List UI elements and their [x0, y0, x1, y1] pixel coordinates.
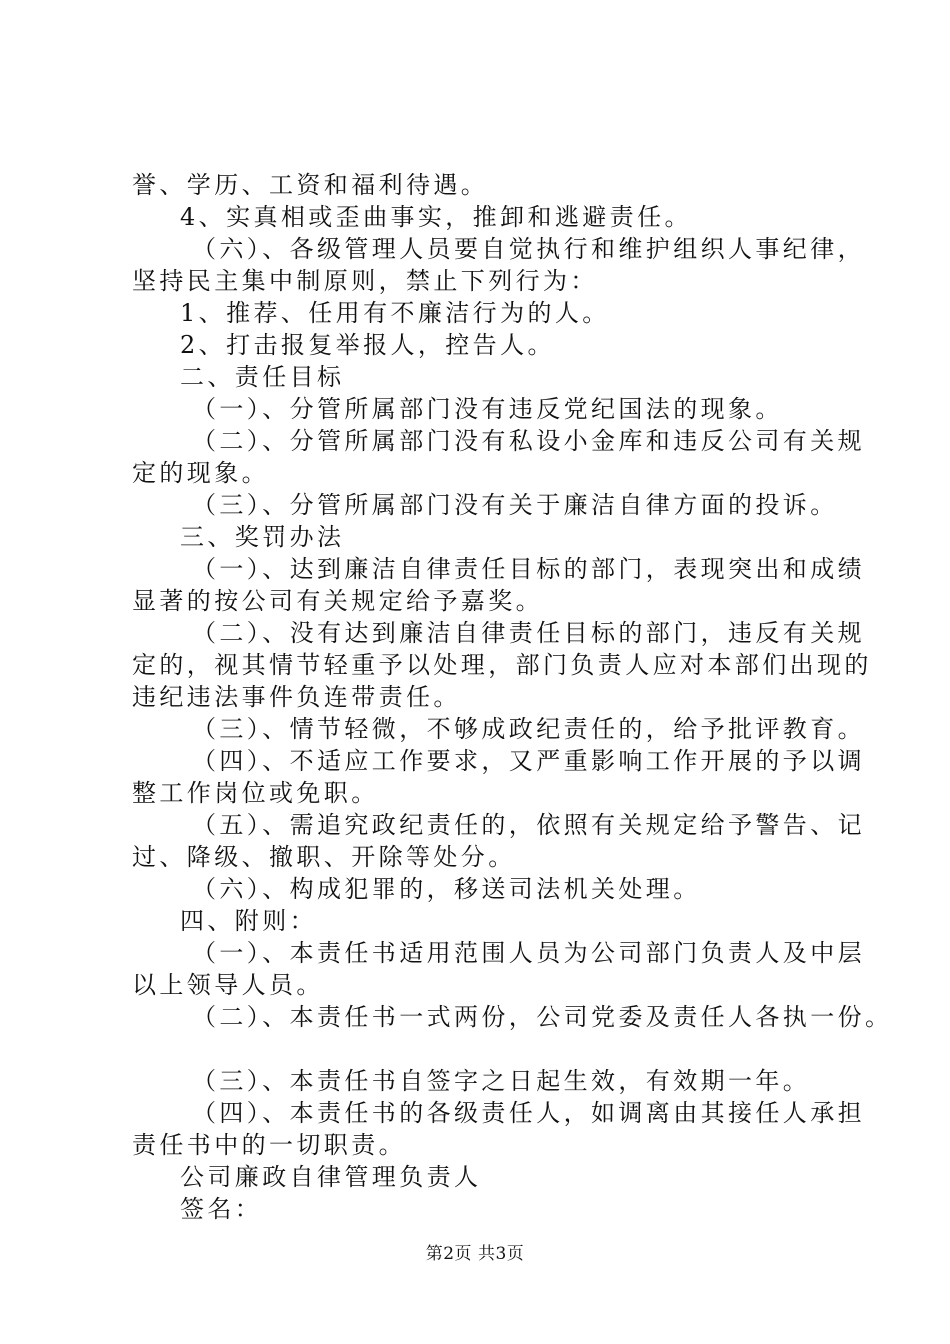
- paragraph-line: （一）、达到廉洁自律责任目标的部门，表现突出和成绩: [192, 555, 865, 583]
- paragraph-line: （二）、本责任书一式两份，公司党委及责任人各执一份。: [192, 1003, 893, 1031]
- paragraph-line: 1、推荐、任用有不廉洁行为的人。: [180, 299, 610, 327]
- blank-line: [132, 1033, 844, 1065]
- paragraph-line: 定的，视其情节轻重予以处理，部门负责人应对本部们出现的: [132, 651, 872, 679]
- paragraph-line: 公司廉政自律管理负责人: [180, 1163, 482, 1191]
- paragraph-line: （六）、各级管理人员要自觉执行和维护组织人事纪律，: [192, 235, 865, 263]
- paragraph-line: （四）、本责任书的各级责任人，如调离由其接任人承担: [192, 1099, 865, 1127]
- page-number-footer: 第2页 共3页: [425, 1244, 525, 1264]
- paragraph-line: 违纪违法事件负连带责任。: [132, 683, 461, 711]
- paragraph-line: 签名：: [180, 1195, 263, 1223]
- paragraph-line: （二）、分管所属部门没有私设小金库和违反公司有关规: [192, 427, 865, 455]
- paragraph-line: 以上领导人员。: [132, 971, 324, 999]
- paragraph-line: 过、降级、撤职、开除等处分。: [132, 843, 516, 871]
- paragraph-line: 坚持民主集中制原则，禁止下列行为：: [132, 267, 598, 295]
- paragraph-line: 整工作岗位或免职。: [132, 779, 379, 807]
- paragraph-line: 四、附则：: [180, 907, 317, 935]
- paragraph-line: 显著的按公司有关规定给予嘉奖。: [132, 587, 543, 615]
- paragraph-line: （五）、需追究政纪责任的，依照有关规定给予警告、记: [192, 811, 865, 839]
- paragraph-line: 誉、学历、工资和福利待遇。: [132, 171, 489, 199]
- document-body: [132, 169, 893, 1225]
- paragraph-line: （六）、构成犯罪的，移送司法机关处理。: [192, 875, 701, 903]
- paragraph-line: （三）、本责任书自签字之日起生效，有效期一年。: [192, 1067, 811, 1095]
- paragraph-line: 三、奖罚办法: [180, 523, 345, 551]
- paragraph-line: （四）、不适应工作要求，又严重影响工作开展的予以调: [192, 747, 865, 775]
- paragraph-line: （二）、没有达到廉洁自律责任目标的部门，违反有关规: [192, 619, 865, 647]
- paragraph-line: 二、责任目标: [180, 363, 345, 391]
- paragraph-line: 2、打击报复举报人，控告人。: [180, 331, 555, 359]
- paragraph-line: （三）、分管所属部门没有关于廉洁自律方面的投诉。: [192, 491, 838, 519]
- paragraph-line: 责任书中的一切职责。: [132, 1131, 406, 1159]
- paragraph-line: 定的现象。: [132, 459, 269, 487]
- paragraph-line: 4、实真相或歪曲事实，推卸和逃避责任。: [180, 203, 692, 231]
- paragraph-line: （一）、本责任书适用范围人员为公司部门负责人及中层: [192, 939, 865, 967]
- paragraph-line: （一）、分管所属部门没有违反党纪国法的现象。: [192, 395, 783, 423]
- paragraph-line: （三）、情节轻微，不够成政纪责任的，给予批评教育。: [192, 715, 865, 743]
